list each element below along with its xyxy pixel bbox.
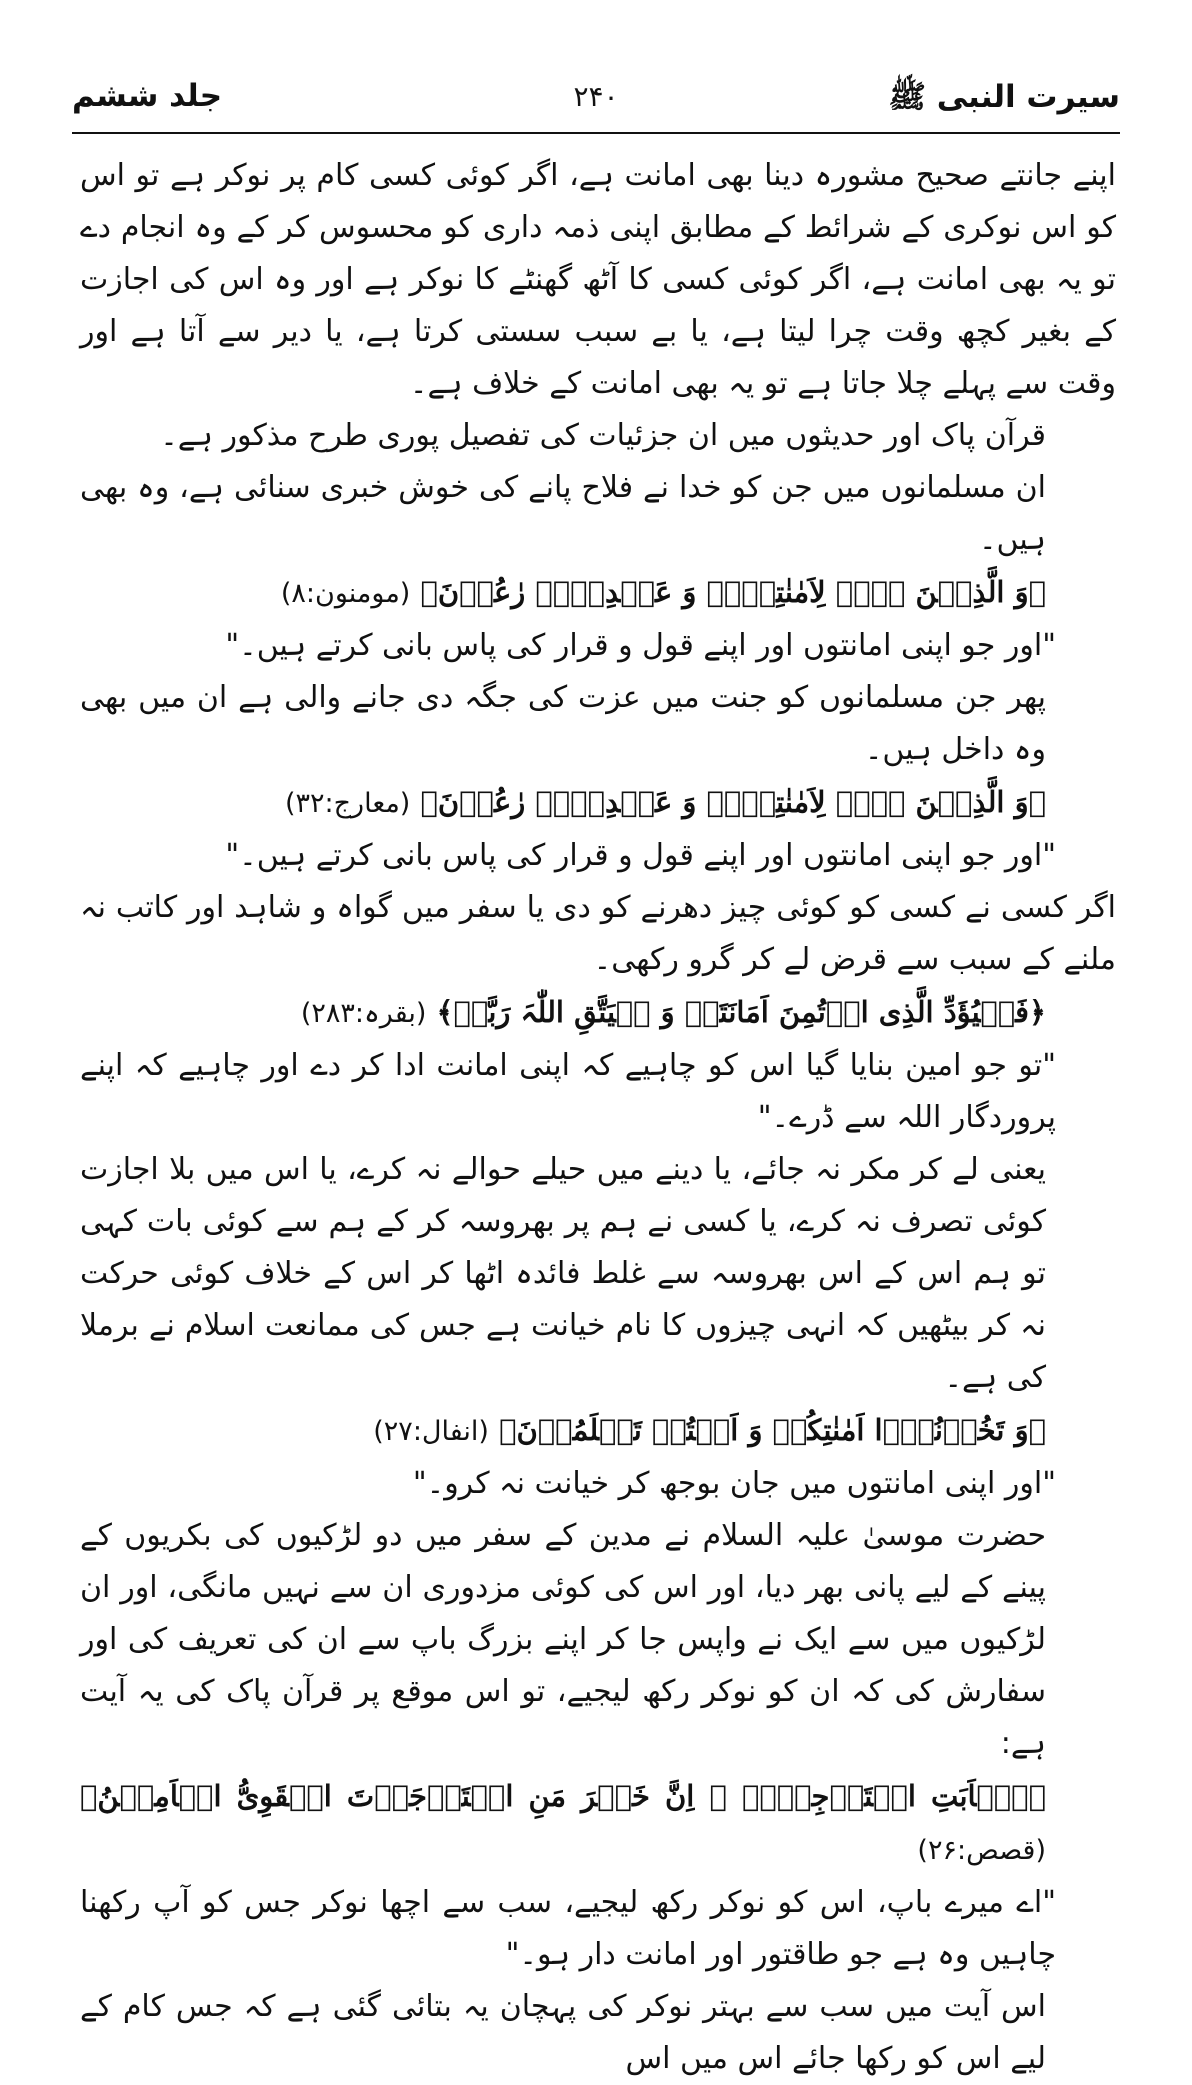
quran-verse [80,986,1116,1040]
verse-reference: (معارج:۳۲) [284,788,411,819]
verse-reference: (بقرہ:۲۸۳) [300,998,427,1029]
quran-verse [80,566,1116,620]
verse-text: ﴿وَ تَخُوۡنُوۡۤا اَمٰنٰتِکُمۡ وَ اَنۡتُمۡ تَعۡلَمُوۡنَ﴾ [499,1413,1046,1447]
page-number: ۲۴۰ [573,80,619,113]
verse-reference: (مومنون:۸) [280,578,411,609]
paragraph: اپنے جانتے صحیح مشورہ دینا بھی امانت ہے، اگر کوئی کسی کام پر نوکر ہے تو اس کو اس نوکری کے شرائط کے مطابق اپنی ذمہ داری کو محسوس کر کے وہ انجام دے تو یہ بھی امانت ہے، اگر کوئی کسی کا آٹھ گھنٹے کا نوکر ہے اور وہ اس کی اجازت کے بغیر کچھ وقت چرا لیتا ہے، یا بے سبب سستی کرتا ہے، یا دیر سے آتا ہے اور وقت سے پہلے چلا جاتا ہے تو یہ بھی امانت کے خلاف ہے۔ [80,158,1116,401]
translation-quote: "اے میرے باپ، اس کو نوکر رکھ لیجیے، سب سے اچھا نوکر جس کو آپ رکھنا چاہیں وہ ہے جو طاقتور اور امانت دار ہو۔" [80,1885,1056,1972]
body-text [80,150,1116,2085]
verse-text: ﴿فَلۡیُؤَدِّ الَّذِی اؤۡتُمِنَ اَمَانَتَہٗ وَ لۡیَتَّقِ اللّٰہَ رَبَّہٗ﴾ [436,995,1046,1029]
translation-quote: "اور اپنی امانتوں میں جان بوجھ کر خیانت نہ کرو۔" [412,1466,1056,1501]
translation-quote: "اور جو اپنی امانتوں اور اپنے قول و قرار کی پاس بانی کرتے ہیں۔" [225,628,1056,663]
quran-verse [80,1770,1116,1877]
paragraph: اگر کسی نے کسی کو کوئی چیز دھرنے کو دی یا سفر میں گواہ و شاہد اور کاتب نہ ملنے کے سبب سے قرض لے کر گرو رکھی۔ [80,890,1116,977]
verse-reference: (انفال:۲۷) [373,1416,489,1447]
paragraph: یعنی لے کر مکر نہ جائے، یا دینے میں حیلے حوالے نہ کرے، یا اس میں بلا اجازت کوئی تصرف نہ کرے، یا کسی نے ہم پر بھروسہ کر کے ہم سے کوئی بات کہی تو ہم اس کے اس بھروسہ سے غلط فائدہ اٹھا کر اس کے خلاف کوئی حرکت نہ کر بیٹھیں کہ انہی چیزوں کا نام خیانت ہے جس کی ممانعت اسلام نے برملا کی ہے۔ [80,1152,1046,1395]
book-title: سیرت النبی ﷺ [888,79,1120,115]
page-header [72,78,1120,128]
verse-text: ﴿وَ الَّذِیۡنَ ہُمۡ لِاَمٰنٰتِہِمۡ وَ عَہۡدِہِمۡ رٰعُوۡنَ﴾ [420,575,1046,609]
paragraph: اس آیت میں سب سے بہتر نوکر کی پہچان یہ بتائی گئی ہے کہ جس کام کے لیے اس کو رکھا جائے اس میں اس [80,1989,1046,2076]
paragraph: قرآن پاک اور حدیثوں میں ان جزئیات کی تفصیل پوری طرح مذکور ہے۔ [160,418,1046,453]
verse-reference: (قصص:۲۶) [917,1835,1046,1866]
header-rule [72,132,1120,134]
paragraph: پھر جن مسلمانوں کو جنت میں عزت کی جگہ دی جانے والی ہے ان میں بھی وہ داخل ہیں۔ [80,680,1046,767]
volume-label: جلد ششم [72,78,223,114]
quran-verse [80,1404,1116,1458]
paragraph: حضرت موسیٰ علیہ السلام نے مدین کے سفر میں دو لڑکیوں کی بکریوں کے پینے کے لیے پانی بھر دیا، اور اس کی کوئی مزدوری ان سے نہیں مانگی، اور ان لڑکیوں میں سے ایک نے واپس جا کر اپنے بزرگ باپ سے ان کی تعریف کی اور سفارش کی کہ ان کو نوکر رکھ لیجیے، تو اس موقع پر قرآن پاک کی یہ آیت ہے: [80,1518,1046,1761]
verse-text: ﴿یٰۤاَبَتِ اسۡتَاۡجِرۡہُ ۫ اِنَّ خَیۡرَ مَنِ اسۡتَاۡجَرۡتَ الۡقَوِیُّ الۡاَمِیۡنُ﴾ [80,1779,1046,1813]
paragraph: ان مسلمانوں میں جن کو خدا نے فلاح پانے کی خوش خبری سنائی ہے، وہ بھی ہیں۔ [80,470,1046,557]
quran-verse [80,776,1116,830]
translation-quote: "اور جو اپنی امانتوں اور اپنے قول و قرار کی پاس بانی کرتے ہیں۔" [225,838,1056,873]
verse-text: ﴿وَ الَّذِیۡنَ ہُمۡ لِاَمٰنٰتِہِمۡ وَ عَہۡدِہِمۡ رٰعُوۡنَ﴾ [420,785,1046,819]
translation-quote: "تو جو امین بنایا گیا اس کو چاہیے کہ اپنی امانت ادا کر دے اور چاہیے کہ اپنے پروردگار اللہ سے ڈرے۔" [80,1048,1056,1135]
